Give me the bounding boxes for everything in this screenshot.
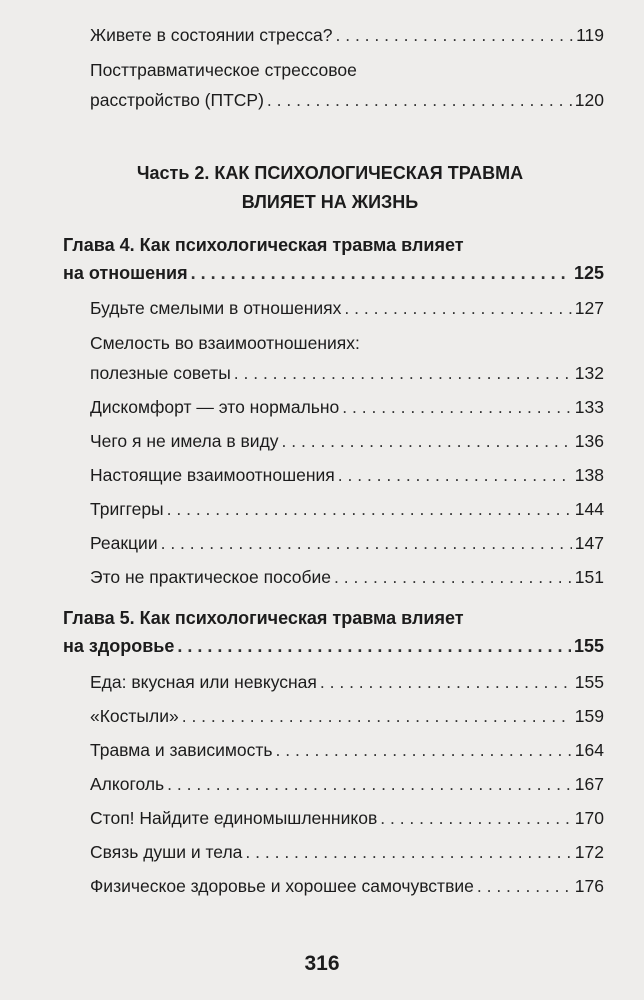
toc-entry-page: 159 — [574, 706, 604, 726]
toc-entry-page: 167 — [574, 774, 604, 794]
toc-entry — [90, 24, 604, 46]
toc-entry-page: 172 — [574, 842, 604, 862]
chapter-page: 155 — [573, 636, 604, 656]
chapter-page: 125 — [573, 263, 604, 283]
page-number: 316 — [304, 952, 340, 975]
leader-dots — [336, 24, 574, 46]
toc-entry-title: Настоящие взаимоотношения — [90, 465, 335, 485]
leader-dots — [267, 89, 572, 111]
toc-entry-title: «Костыли» — [90, 706, 179, 726]
toc-entry-page: 147 — [574, 533, 604, 553]
toc-entry — [90, 396, 604, 418]
toc-entry-title: Физическое здоровье и хорошее самочувствие — [90, 876, 474, 896]
toc-entry-title: Чего я не имела в виду — [90, 431, 279, 451]
toc-entry-title: Травма и зависимость — [90, 740, 273, 760]
chapter-entry — [63, 635, 604, 657]
toc-entry-title-line1: Смелость во взаимоотношениях: — [90, 333, 360, 353]
toc-entry-title: Триггеры — [90, 499, 164, 519]
toc-entry-page: 176 — [574, 876, 604, 896]
toc-entry — [90, 89, 604, 111]
toc-entry-title: Это не практическое пособие — [90, 567, 332, 587]
leader-dots — [380, 807, 572, 829]
toc-entry-page: 164 — [574, 740, 604, 760]
leader-dots — [167, 773, 572, 795]
toc-entry — [90, 841, 604, 863]
toc-entry — [90, 875, 604, 897]
toc-entry — [90, 532, 604, 554]
toc-entry — [90, 739, 604, 761]
toc-entry — [90, 705, 604, 727]
toc-entry — [90, 430, 604, 452]
part-heading-line1: Часть 2. КАК ПСИХОЛОГИЧЕСКАЯ ТРАВМА — [136, 163, 524, 183]
leader-dots — [276, 739, 572, 761]
leader-dots — [177, 635, 571, 657]
toc-entry — [90, 566, 604, 588]
part-heading-line2: ВЛИЯЕТ НА ЖИЗНЬ — [241, 192, 419, 212]
chapter-entry — [63, 262, 604, 284]
toc-entry-page: 133 — [574, 397, 604, 417]
toc-entry-page: 155 — [574, 672, 604, 692]
toc-entry — [90, 807, 604, 829]
leader-dots — [182, 705, 572, 727]
leader-dots — [344, 297, 571, 319]
leader-dots — [338, 464, 572, 486]
toc-entry-title: Стоп! Найдите единомышленников — [90, 808, 378, 828]
toc-entry-page: 151 — [574, 567, 604, 587]
chapter-title: на здоровье — [63, 636, 175, 656]
toc-entry-page: 170 — [574, 808, 604, 828]
leader-dots — [167, 498, 572, 520]
leader-dots — [161, 532, 572, 554]
toc-entry — [90, 498, 604, 520]
toc-entry-page: 119 — [576, 25, 604, 45]
toc-entry-title: Будьте смелыми в отношениях — [90, 298, 342, 318]
toc-entry-title: Еда: вкусная или невкусная — [90, 672, 317, 692]
toc-entry — [90, 671, 604, 693]
leader-dots — [234, 362, 572, 384]
toc-entry — [90, 362, 604, 384]
toc-entry-title: Связь души и тела — [90, 842, 243, 862]
toc-entry-title: Алкоголь — [90, 774, 165, 794]
chapter-title: на отношения — [63, 263, 188, 283]
toc-entry — [90, 464, 604, 486]
toc-entry-page: 136 — [574, 431, 604, 451]
toc-entry-title: полезные советы — [90, 363, 231, 383]
toc-entry-page: 144 — [574, 499, 604, 519]
toc-entry-title: расстройство (ПТСР) — [90, 90, 264, 110]
chapter-title-line1: Глава 5. Как психологическая травма влияет — [63, 608, 464, 628]
chapter-title-line1: Глава 4. Как психологическая травма влияет — [63, 235, 464, 255]
leader-dots — [245, 841, 571, 863]
toc-entry-title: Реакции — [90, 533, 158, 553]
toc-entry-title: Живете в состоянии стресса? — [90, 25, 333, 45]
toc-entry-page: 138 — [574, 465, 604, 485]
toc-entry-title-line1: Посттравматическое стрессовое — [90, 60, 357, 80]
toc-entry — [90, 773, 604, 795]
leader-dots — [282, 430, 572, 452]
leader-dots — [320, 671, 572, 693]
toc-entry — [90, 297, 604, 319]
toc-entry-page: 132 — [574, 363, 604, 383]
leader-dots — [342, 396, 572, 418]
toc-entry-title: Дискомфорт — это нормально — [90, 397, 340, 417]
toc-entry-page: 127 — [574, 298, 604, 318]
toc-entry-page: 120 — [574, 90, 604, 110]
leader-dots — [191, 262, 571, 284]
leader-dots — [334, 566, 572, 588]
leader-dots — [477, 875, 572, 897]
